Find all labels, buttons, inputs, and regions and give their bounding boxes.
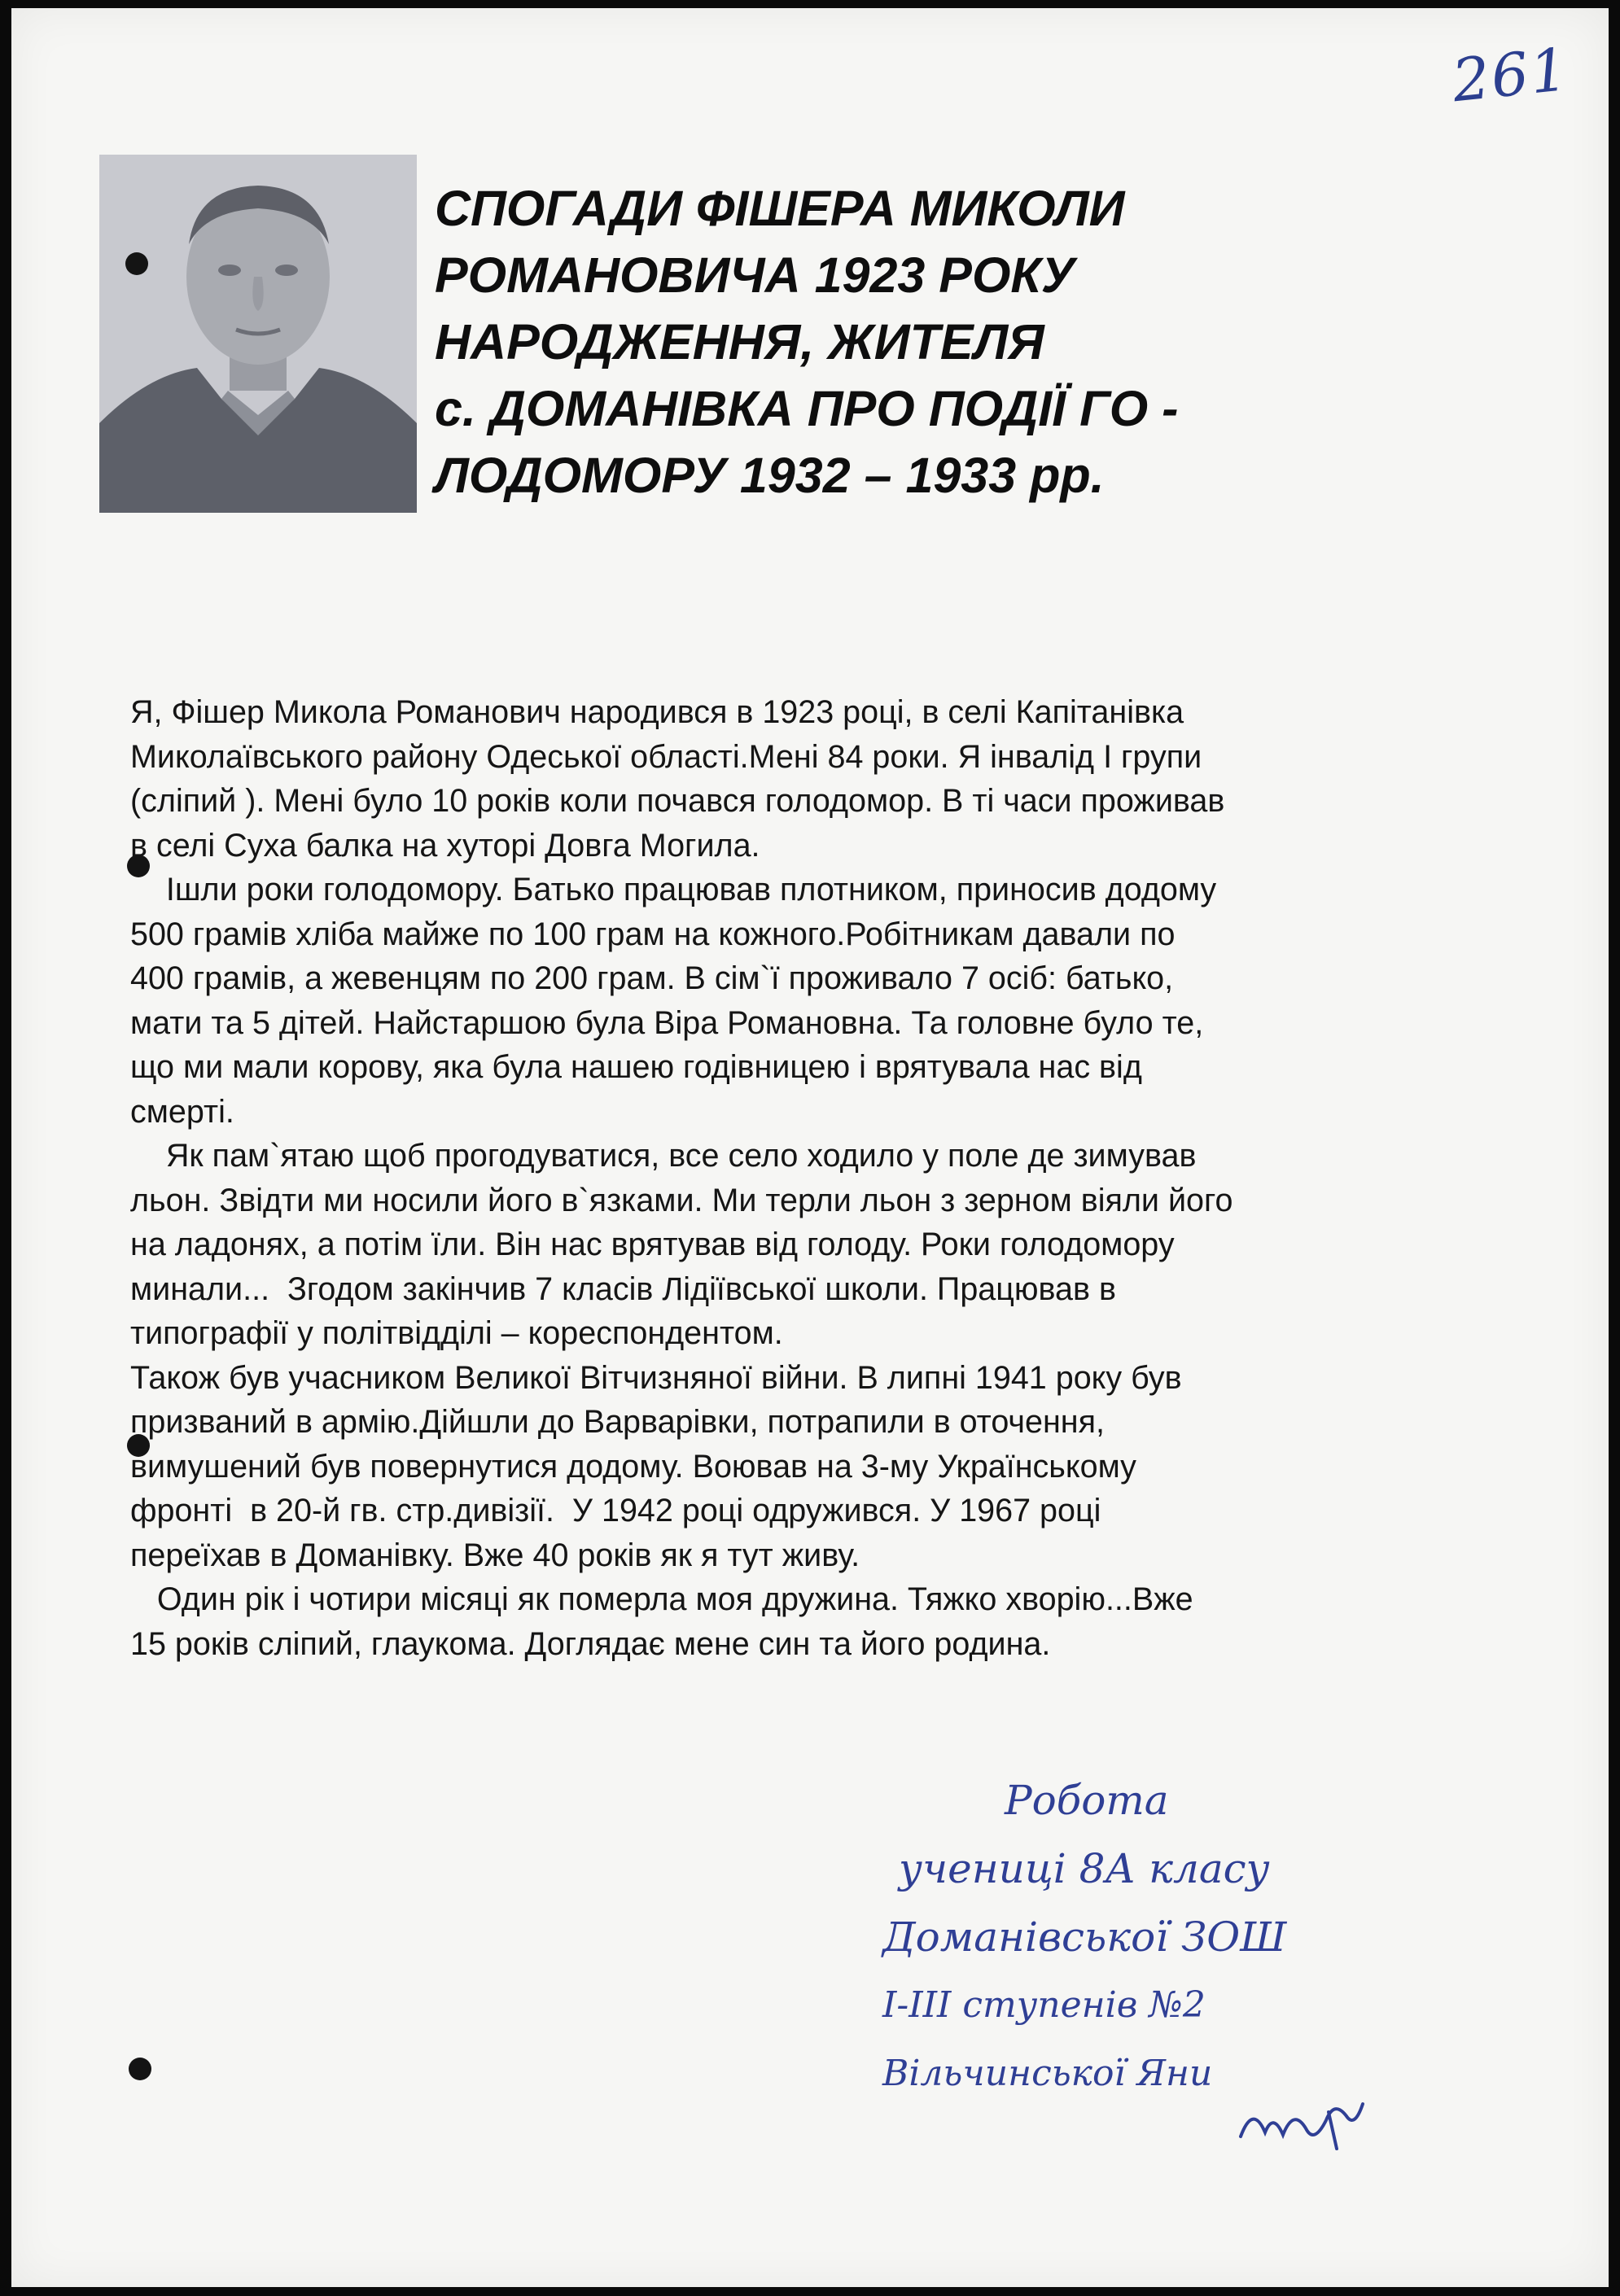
text-line: переїхав в Доманівку. Вже 40 років як я тут живу.	[130, 1537, 860, 1573]
text-line: Я, Фішер Микола Романович народився в 1923 році, в селі Капітанівка	[130, 694, 1184, 730]
text-line: 400 грамів, а жевенцям по 200 грам. В сім`ї проживало 7 осіб: батько,	[130, 960, 1174, 996]
document-title	[435, 175, 1330, 509]
text-line: призваний в армію.Дійшли до Варварівки, потрапили в оточення,	[130, 1404, 1105, 1440]
text-line: 500 грамів хліба майже по 100 грам на кожного.Робітникам давали по	[130, 916, 1176, 952]
signature-line: Робота	[1005, 1777, 1169, 1824]
text-line: в селі Суха балка на хуторі Довга Могила.	[130, 827, 760, 864]
text-line: 15 років сліпий, глаукома. Доглядає мене син та його родина.	[130, 1625, 1051, 1662]
text-line: що ми мали корову, яка була нашею годівницею і врятувала нас від	[130, 1049, 1142, 1085]
punch-hole	[125, 252, 148, 275]
text-line: минали... Згодом закінчив 7 класів Лідіївської школи. Працював в	[130, 1270, 1116, 1307]
signature-line: І-ІІІ ступенів №2	[882, 1984, 1206, 2026]
signature-line: Вільчинської Яни	[882, 2053, 1213, 2094]
text-line: (сліпий ). Мені було 10 років коли почався голодомор. В ті часи проживав	[130, 783, 1225, 819]
memoir-text	[130, 690, 1465, 1666]
handwritten-attribution	[874, 1766, 1444, 2108]
text-line: смерті.	[130, 1093, 234, 1130]
text-line: типографії у політвідділі – кореспондентом.	[130, 1315, 783, 1351]
title-line: ЛОДОМОРУ 1932 – 1933 рр.	[435, 448, 1105, 503]
signature-scribble	[1233, 2088, 1371, 2153]
text-line: льон. Звідти ми носили його в`язками. Ми терли льон з зерном віяли його	[130, 1182, 1233, 1218]
text-line: Ішли роки голодомору. Батько працював плотником, приносив додому	[130, 872, 1217, 907]
text-line: вимушений був повернутися додому. Воював на 3-му Українському	[130, 1448, 1136, 1485]
text-line: Як пам`ятаю щоб прогодуватися, все село ходило у поле де зимував	[130, 1138, 1197, 1174]
signature-line: Доманівської ЗОШ	[882, 1913, 1287, 1961]
title-line: НАРОДЖЕННЯ, ЖИТЕЛЯ	[435, 314, 1044, 370]
handwritten-page-number: 261	[1449, 34, 1573, 116]
text-line: Один рік і чотири місяці як померла моя дружина. Тяжко хворію...Вже	[130, 1581, 1193, 1617]
text-line: Миколаївського району Одеської області.Мені 84 роки. Я інвалід І групи	[130, 738, 1202, 775]
title-line: СПОГАДИ ФІШЕРА МИКОЛИ	[435, 181, 1125, 236]
portrait-photo	[99, 155, 417, 513]
text-line: мати та 5 дітей. Найстаршою була Віра Романовна. Та головне було те,	[130, 1004, 1204, 1041]
text-line: на ладонях, а потім їли. Він нас врятував від голоду. Роки голодомору	[130, 1227, 1175, 1262]
signature-line: учениці 8А класу	[899, 1845, 1270, 1892]
document-page	[11, 8, 1609, 2287]
punch-hole	[129, 2058, 151, 2080]
title-line: РОМАНОВИЧА 1923 РОКУ	[435, 247, 1075, 303]
text-line: фронті в 20-й гв. стр.дивізії. У 1942 році одружився. У 1967 році	[130, 1493, 1101, 1528]
title-line: с. ДОМАНІВКА ПРО ПОДІЇ ГО -	[435, 381, 1179, 436]
text-line: Також був учасником Великої Вітчизняної війни. В липні 1941 року був	[130, 1359, 1182, 1396]
portrait-image	[99, 155, 417, 513]
